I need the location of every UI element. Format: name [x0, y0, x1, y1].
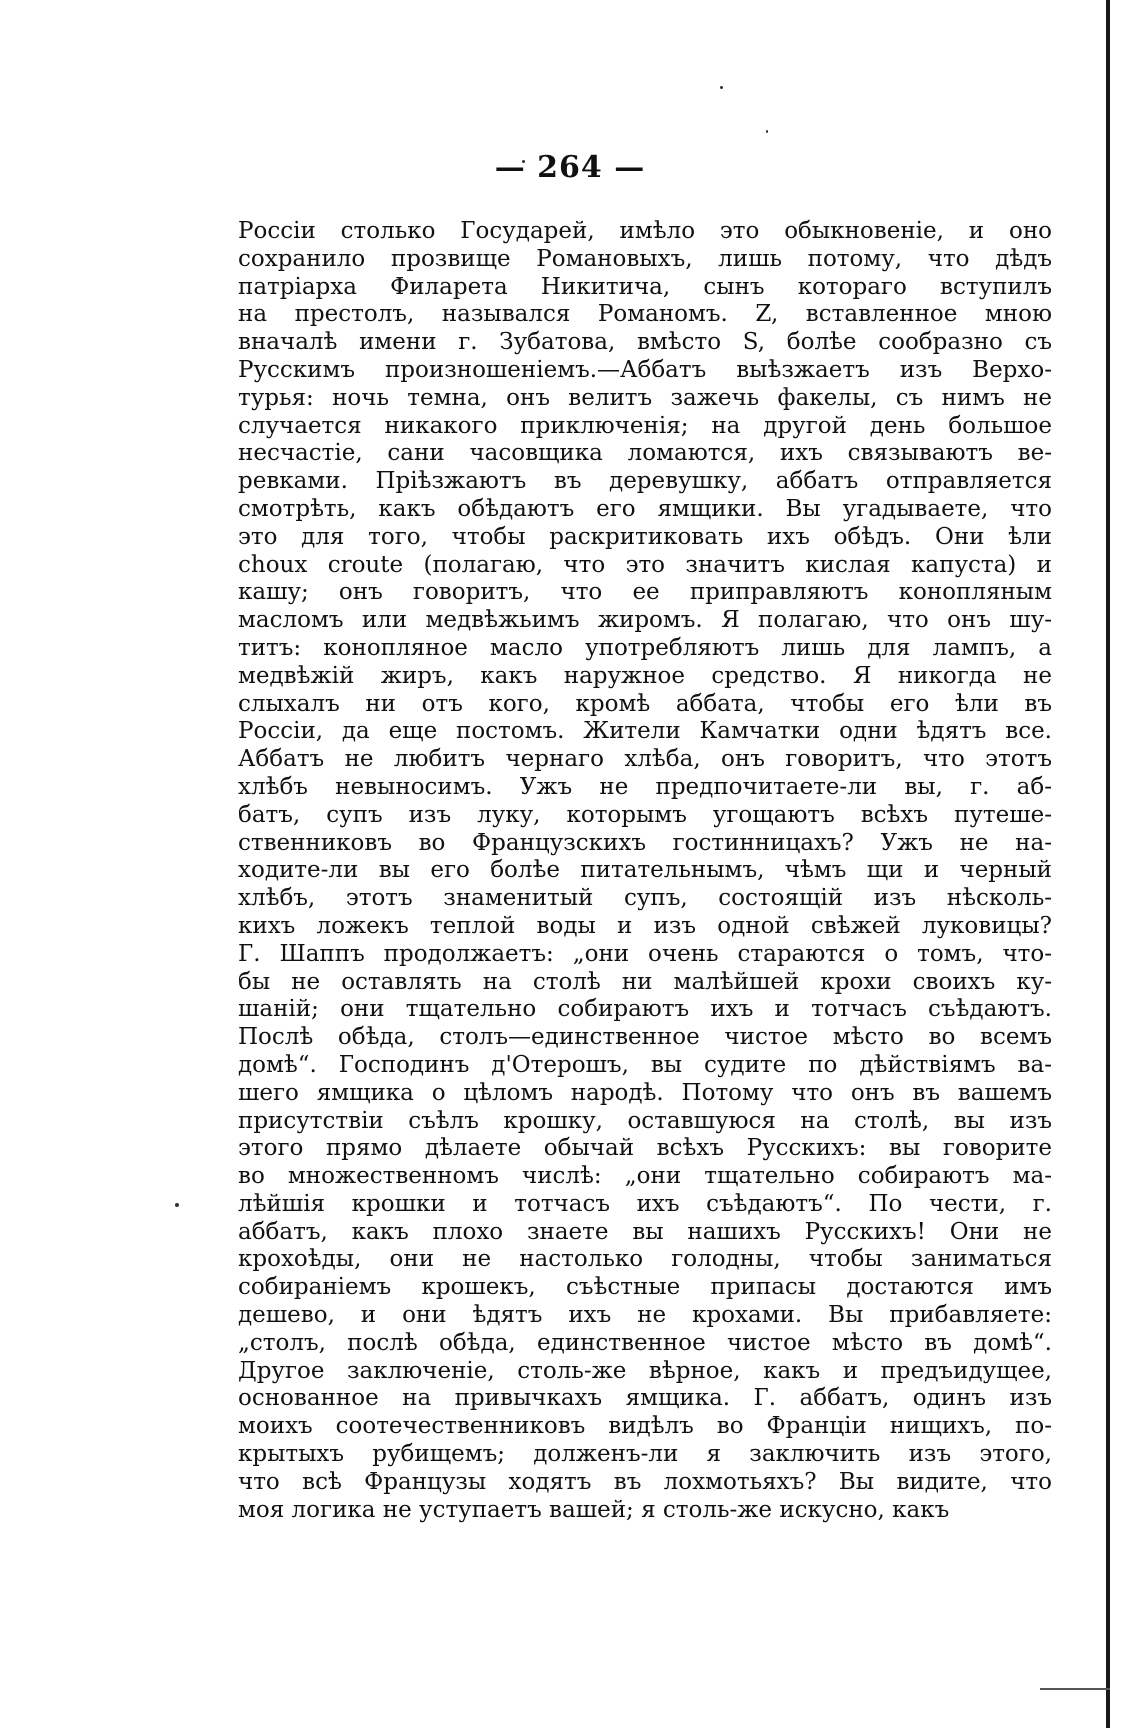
- text-line: во множественномъ числѣ: „они тщательно собираютъ ма-: [238, 1163, 1052, 1190]
- text-line: случается никакого приключенія; на другой день большое: [238, 412, 1052, 439]
- text-line: шаній; они тщательно собираютъ ихъ и тотчасъ съѣдаютъ.: [238, 996, 1052, 1023]
- text-line: домѣ“. Господинъ д'Отерошъ, вы судите по дѣйствіямъ ва-: [238, 1051, 1052, 1078]
- text-line: ственниковъ во Французскихъ гостинницахъ? Ужъ не на-: [238, 829, 1052, 856]
- text-line: лѣйшія крошки и тотчасъ ихъ съѣдаютъ“. По чести, г.: [238, 1190, 1052, 1217]
- text-line: на престолъ, назывался Романомъ. Z, вставленное мною: [238, 301, 1052, 328]
- text-line: это для того, чтобы раскритиковать ихъ обѣдъ. Они ѣли: [238, 523, 1052, 550]
- scan-speck: [766, 130, 768, 133]
- text-line: моихъ соотечественниковъ видѣлъ во Франціи нищихъ, по-: [238, 1413, 1052, 1440]
- text-line: титъ: конопляное масло употребляютъ лишь для лампъ, а: [238, 634, 1052, 661]
- text-line: крытыхъ рубищемъ; долженъ-ли я заключить изъ этого,: [238, 1441, 1052, 1468]
- text-line: дешево, и они ѣдятъ ихъ не крохами. Вы прибавляете:: [238, 1302, 1052, 1329]
- scan-speck: [175, 1203, 179, 1207]
- text-line: Россіи, да еще постомъ. Жители Камчатки одни ѣдятъ все.: [238, 718, 1052, 745]
- text-line: Аббатъ не любитъ чернаго хлѣба, онъ говоритъ, что этотъ: [238, 746, 1052, 773]
- page-number: — 264 —: [494, 150, 646, 185]
- text-line: кашу; онъ говоритъ, что ее приправляютъ конопляным: [238, 579, 1052, 606]
- text-line: батъ, супъ изъ луку, которымъ угощаютъ всѣхъ путеше-: [238, 801, 1052, 828]
- text-line: хлѣбъ, этотъ знаменитый супъ, состоящій изъ нѣсколь-: [238, 885, 1052, 912]
- text-line: крохоѣды, они не настолько голодны, чтобы заниматься: [238, 1246, 1052, 1273]
- body-text: [238, 218, 1052, 1524]
- text-line: вначалѣ имени г. Зубатова, вмѣсто S, болѣе сообразно съ: [238, 329, 1052, 356]
- text-line: Г. Шаппъ продолжаетъ: „они очень стараются о томъ, что-: [238, 940, 1052, 967]
- page-edge-rule: [1106, 0, 1110, 1728]
- text-line: Другое заключеніе, столь-же вѣрное, какъ и предъидущее,: [238, 1357, 1052, 1384]
- text-line: патріарха Филарета Никитича, сынъ котораго вступилъ: [238, 273, 1052, 300]
- text-line: Россіи столько Государей, имѣло это обыкновеніе, и оно: [238, 218, 1052, 244]
- text-line: сохранило прозвище Романовыхъ, лишь потому, что дѣдъ: [238, 245, 1052, 272]
- text-line: масломъ или медвѣжьимъ жиромъ. Я полагаю, что онъ шу-: [238, 607, 1052, 634]
- text-line: аббатъ, какъ плохо знаете вы нашихъ Русскихъ! Они не: [238, 1218, 1052, 1245]
- text-line: „столъ, послѣ обѣда, единственное чистое мѣсто въ домѣ“.: [238, 1329, 1052, 1356]
- text-line: присутствіи съѣлъ крошку, оставшуюся на столѣ, вы изъ: [238, 1107, 1052, 1134]
- text-line: что всѣ Французы ходятъ въ лохмотьяхъ? Вы видите, что: [238, 1468, 1052, 1495]
- text-line: слыхалъ ни отъ кого, кромѣ аббата, чтобы его ѣли въ: [238, 690, 1052, 717]
- text-line: кихъ ложекъ теплой воды и изъ одной свѣжей луковицы?: [238, 912, 1052, 939]
- text-line: шего ямщика о цѣломъ народѣ. Потому что онъ въ вашемъ: [238, 1079, 1052, 1106]
- text-line: несчастіе, сани часовщика ломаются, ихъ связываютъ ве-: [238, 440, 1052, 467]
- text-line: собираніемъ крошекъ, съѣстные припасы достаются имъ: [238, 1274, 1052, 1301]
- text-line: Послѣ обѣда, столъ—единственное чистое мѣсто во всемъ: [238, 1024, 1052, 1051]
- text-line: смотрѣть, какъ обѣдаютъ его ямщики. Вы угадываете, что: [238, 495, 1052, 522]
- text-line: ревками. Пріѣзжаютъ въ деревушку, аббатъ отправляется: [238, 468, 1052, 495]
- text-line: медвѣжій жиръ, какъ наружное средство. Я никогда не: [238, 662, 1052, 689]
- text-line: ходите-ли вы его болѣе питательнымъ, чѣмъ щи и черный: [238, 857, 1052, 884]
- text-line: основанное на привычкахъ ямщика. Г. аббатъ, одинъ изъ: [238, 1385, 1052, 1412]
- text-line: Русскимъ произношеніемъ.—Аббатъ выѣзжаетъ изъ Верхо-: [238, 356, 1052, 383]
- scan-corner-mark: [1040, 1688, 1110, 1690]
- scan-speck: [720, 86, 723, 89]
- text-line: моя логика не уступаетъ вашей; я столь-же искусно, какъ: [238, 1496, 950, 1523]
- text-line: этого прямо дѣлаете обычай всѣхъ Русскихъ: вы говорите: [238, 1135, 1052, 1162]
- text-line: choux croute (полагаю, что это значитъ кислая капуста) и: [238, 551, 1052, 578]
- text-line: бы не оставлять на столѣ ни малѣйшей крохи своихъ ку-: [238, 968, 1052, 995]
- text-line: турья: ночь темна, онъ велитъ зажечь факелы, съ нимъ не: [238, 384, 1052, 411]
- text-line: хлѣбъ невыносимъ. Ужъ не предпочитаете-ли вы, г. аб-: [238, 773, 1052, 800]
